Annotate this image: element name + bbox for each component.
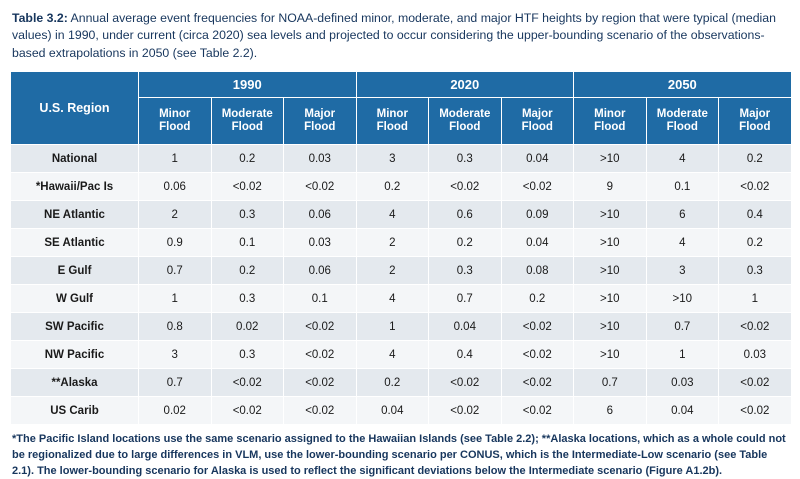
data-cell: >10 [574, 257, 647, 285]
data-cell: <0.02 [429, 173, 502, 201]
table-row [11, 341, 792, 369]
table-row [11, 313, 792, 341]
data-cell: <0.02 [211, 173, 284, 201]
data-cell: 0.7 [574, 369, 647, 397]
table-head [11, 72, 792, 145]
sub-line-1: Major [521, 107, 553, 120]
data-cell: 0.3 [211, 285, 284, 313]
sub-line-2: Flood [231, 121, 263, 134]
data-cell: 0.03 [284, 229, 357, 257]
region-cell: *Hawaii/Pac Is [11, 173, 139, 201]
region-cell: US Carib [11, 397, 139, 425]
data-cell: 0.06 [284, 201, 357, 229]
caption-label: Table 3.2: [12, 11, 68, 25]
data-cell: >10 [574, 341, 647, 369]
data-cell: 0.3 [429, 257, 502, 285]
data-cell: 2 [139, 201, 212, 229]
data-cell: <0.02 [211, 369, 284, 397]
col-header-region: U.S. Region [11, 72, 139, 145]
data-cell: 0.04 [429, 313, 502, 341]
data-cell: 0.04 [356, 397, 429, 425]
table-row [11, 397, 792, 425]
col-header-2020-minor [356, 98, 429, 145]
col-header-1990-moderate [211, 98, 284, 145]
data-cell: <0.02 [284, 369, 357, 397]
data-cell: <0.02 [211, 397, 284, 425]
region-cell: NE Atlantic [11, 201, 139, 229]
data-cell: 0.7 [139, 257, 212, 285]
region-cell: W Gulf [11, 285, 139, 313]
data-cell: <0.02 [284, 313, 357, 341]
data-cell: <0.02 [501, 341, 574, 369]
sub-line-1: Minor [594, 107, 626, 120]
data-cell: 0.8 [139, 313, 212, 341]
col-group-2020: 2020 [356, 72, 574, 98]
col-group-1990: 1990 [139, 72, 357, 98]
table-body [11, 145, 792, 425]
data-cell: <0.02 [501, 369, 574, 397]
table-row [11, 201, 792, 229]
data-cell: 0.2 [719, 145, 792, 173]
data-cell: 1 [646, 341, 719, 369]
col-header-2020-major [501, 98, 574, 145]
data-cell: <0.02 [719, 313, 792, 341]
col-header-2050-moderate [646, 98, 719, 145]
data-cell: 0.2 [719, 229, 792, 257]
region-cell: SE Atlantic [11, 229, 139, 257]
data-cell: >10 [646, 285, 719, 313]
data-cell: 0.09 [501, 201, 574, 229]
data-cell: 6 [646, 201, 719, 229]
htf-frequency-table [10, 71, 792, 425]
data-cell: 0.7 [646, 313, 719, 341]
table-row [11, 285, 792, 313]
data-cell: 0.2 [501, 285, 574, 313]
data-cell: 0.04 [646, 397, 719, 425]
col-header-2050-minor [574, 98, 647, 145]
sub-line-2: Flood [449, 121, 481, 134]
table-row [11, 257, 792, 285]
data-cell: 0.1 [284, 285, 357, 313]
sub-line-2: Flood [739, 121, 771, 134]
data-cell: <0.02 [719, 173, 792, 201]
data-cell: <0.02 [429, 397, 502, 425]
sub-line-2: Flood [304, 121, 336, 134]
sub-line-2: Flood [376, 121, 408, 134]
table-row [11, 229, 792, 257]
data-cell: 6 [574, 397, 647, 425]
data-cell: 1 [719, 285, 792, 313]
region-cell: E Gulf [11, 257, 139, 285]
data-cell: >10 [574, 229, 647, 257]
sub-line-2: Flood [666, 121, 698, 134]
caption-text: Annual average event frequencies for NOAA-defined minor, moderate, and major HTF heights by region that were typical (median values) in 1990, under current (circa 2020) sea levels and projected to occur considering the upper-bounding scenario of the observations-based extrapolations in 2050 (see Table 2.2). [12, 11, 776, 60]
data-cell: 0.08 [501, 257, 574, 285]
data-cell: 0.02 [139, 397, 212, 425]
data-cell: 0.04 [501, 229, 574, 257]
data-cell: 0.02 [211, 313, 284, 341]
data-cell: 1 [356, 313, 429, 341]
data-cell: 0.7 [429, 285, 502, 313]
sub-line-1: Minor [376, 107, 408, 120]
data-cell: 0.1 [211, 229, 284, 257]
data-cell: 9 [574, 173, 647, 201]
data-cell: 4 [646, 145, 719, 173]
data-cell: 0.06 [139, 173, 212, 201]
data-cell: 1 [139, 145, 212, 173]
data-cell: 0.3 [429, 145, 502, 173]
col-header-1990-minor [139, 98, 212, 145]
data-cell: 0.4 [719, 201, 792, 229]
data-cell: 2 [356, 257, 429, 285]
col-header-2050-major [719, 98, 792, 145]
sub-line-1: Moderate [221, 107, 273, 120]
data-cell: 0.3 [211, 201, 284, 229]
data-cell: 0.6 [429, 201, 502, 229]
data-cell: 1 [139, 285, 212, 313]
data-cell: 0.3 [719, 257, 792, 285]
data-cell: 0.3 [211, 341, 284, 369]
data-cell: 0.1 [646, 173, 719, 201]
data-cell: <0.02 [284, 397, 357, 425]
data-cell: >10 [574, 201, 647, 229]
data-cell: <0.02 [284, 173, 357, 201]
col-group-2050: 2050 [574, 72, 792, 98]
data-cell: 4 [356, 201, 429, 229]
year-group-row [11, 72, 792, 98]
sub-line-2: Flood [521, 121, 553, 134]
data-cell: <0.02 [501, 397, 574, 425]
region-cell: SW Pacific [11, 313, 139, 341]
data-cell: 4 [356, 285, 429, 313]
data-cell: 0.2 [211, 145, 284, 173]
data-cell: >10 [574, 285, 647, 313]
sub-line-1: Moderate [656, 107, 708, 120]
sub-line-1: Minor [159, 107, 191, 120]
region-cell: **Alaska [11, 369, 139, 397]
data-cell: <0.02 [719, 369, 792, 397]
data-cell: 0.06 [284, 257, 357, 285]
table-row [11, 173, 792, 201]
data-cell: 3 [356, 145, 429, 173]
data-cell: >10 [574, 145, 647, 173]
data-cell: <0.02 [284, 341, 357, 369]
data-cell: 4 [646, 229, 719, 257]
data-cell: <0.02 [501, 173, 574, 201]
table-footnote: *The Pacific Island locations use the same scenario assigned to the Hawaiian Islands (see Table 2.2); **Alaska locations, which as a whole could not be regionalized due to large differences in VLM, use the lower-bounding scenario per CONUS, which is the Intermediate-Low scenario (see Table 2.1). The lower-bounding scenario for Alaska is used to reflect the significant deviations below the Intermediate scenario (Figure A1.2b). [12, 433, 786, 477]
data-cell: 3 [139, 341, 212, 369]
data-cell: 0.2 [429, 229, 502, 257]
data-cell: <0.02 [429, 369, 502, 397]
data-cell: >10 [574, 313, 647, 341]
region-cell: National [11, 145, 139, 173]
data-cell: 0.03 [284, 145, 357, 173]
data-cell: 2 [356, 229, 429, 257]
data-cell: 0.03 [646, 369, 719, 397]
data-cell: 0.2 [356, 173, 429, 201]
sub-line-1: Moderate [439, 107, 491, 120]
data-cell: 3 [646, 257, 719, 285]
data-cell: 4 [356, 341, 429, 369]
data-cell: 0.04 [501, 145, 574, 173]
data-cell: 0.7 [139, 369, 212, 397]
data-cell: 0.4 [429, 341, 502, 369]
sub-line-2: Flood [159, 121, 191, 134]
data-cell: <0.02 [719, 397, 792, 425]
sub-line-1: Major [304, 107, 336, 120]
data-cell: 0.03 [719, 341, 792, 369]
sub-line-2: Flood [594, 121, 626, 134]
region-cell: NW Pacific [11, 341, 139, 369]
col-header-2020-moderate [429, 98, 502, 145]
data-cell: 0.2 [211, 257, 284, 285]
data-cell: <0.02 [501, 313, 574, 341]
table-row [11, 145, 792, 173]
data-cell: 0.2 [356, 369, 429, 397]
sub-line-1: Major [739, 107, 771, 120]
table-caption [12, 10, 788, 62]
data-cell: 0.9 [139, 229, 212, 257]
col-header-1990-major [284, 98, 357, 145]
table-row [11, 369, 792, 397]
